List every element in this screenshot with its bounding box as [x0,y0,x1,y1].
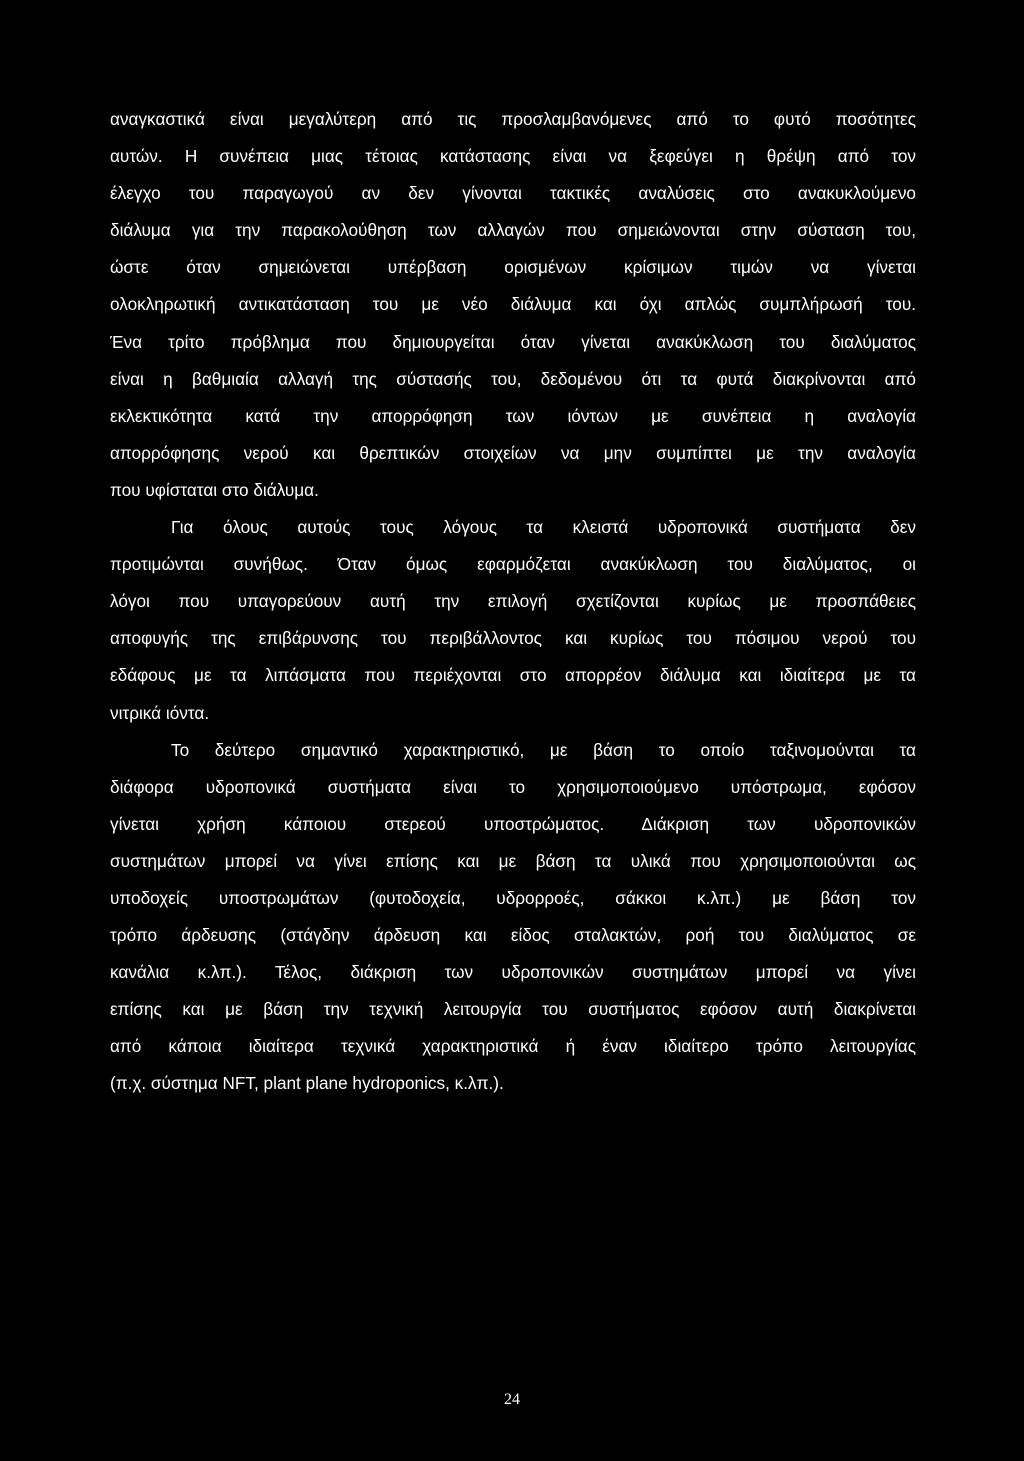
text-line: από κάποια ιδιαίτερα τεχνικά χαρακτηριστικά ή έναν ιδιαίτερο τρόπο λειτουργίας [110,1036,916,1057]
text-line: αποφυγής της επιβάρυνσης του περιβάλλοντος και κυρίως του πόσιμου νερού του [110,628,916,649]
text-line: νιτρικά ιόντα. [110,702,210,723]
body-text [110,101,916,1103]
text-line: έλεγχο του παραγωγού αν δεν γίνονται τακτικές αναλύσεις στο ανακυκλούμενο [110,183,916,204]
text-line: Το δεύτερο σημαντικό χαρακτηριστικό, με βάση το οποίο ταξινομούνται τα [171,739,916,760]
text-line: γίνεται χρήση κάποιου στερεού υποστρώματος. Διάκριση των υδροπονικών [110,813,916,834]
text-line: εκλεκτικότητα κατά την απορρόφηση των ιόντων με συνέπεια η αναλογία [110,405,916,426]
text-line: εδάφους με τα λιπάσματα που περιέχονται στο απορρέον διάλυμα και ιδιαίτερα με τα [110,665,916,686]
text-line: (π.χ. σύστημα NFT, plant plane hydroponics, κ.λπ.). [110,1073,504,1094]
text-line: απορρόφησης νερού και θρεπτικών στοιχείων να μην συμπίπτει με την αναλογία [110,442,916,463]
text-line: κανάλια κ.λπ.). Τέλος, διάκριση των υδροπονικών συστημάτων μπορεί να γίνει [110,962,916,983]
text-line: είναι η βαθμιαία αλλαγή της σύστασής του, δεδομένου ότι τα φυτά διακρίνονται από [110,368,916,389]
text-line: λόγοι που υπαγορεύουν αυτή την επιλογή σχετίζονται κυρίως με προσπάθειες [110,591,916,612]
text-line: Ένα τρίτο πρόβλημα που δημιουργείται όταν γίνεται ανακύκλωση του διαλύματος [110,331,916,352]
text-line: επίσης και με βάση την τεχνική λειτουργία του συστήματος εφόσον αυτή διακρίνεται [110,999,916,1020]
page-number: 24 [504,1391,520,1408]
text-line: αναγκαστικά είναι μεγαλύτερη από τις προσλαμβανόμενες από το φυτό ποσότητες [110,109,916,129]
text-line: που υφίσταται στο διάλυμα. [110,479,319,500]
text-line: διάφορα υδροπονικά συστήματα είναι το χρησιμοποιούμενο υπόστρωμα, εφόσον [110,776,916,797]
text-line: συστημάτων μπορεί να γίνει επίσης και με βάση τα υλικά που χρησιμοποιούνται ως [110,850,916,871]
text-line: διάλυμα για την παρακολούθηση των αλλαγών που σημειώνονται στην σύσταση του, [110,220,916,241]
text-line: προτιμώνται συνήθως. Όταν όμως εφαρμόζεται ανακύκλωση του διαλύματος, οι [110,554,916,575]
text-line: ώστε όταν σημειώνεται υπέρβαση ορισμένων κρίσιμων τιμών να γίνεται [110,257,916,278]
text-line: αυτών. Η συνέπεια μιας τέτοιας κατάστασης είναι να ξεφεύγει η θρέψη από τον [110,146,916,167]
text-line: τρόπο άρδευσης (στάγδην άρδευση και είδος σταλακτών, ροή του διαλύματος σε [110,925,916,946]
text-line: ολοκληρωτική αντικατάσταση του με νέο διάλυμα και όχι απλώς συμπλήρωσή του. [110,294,916,315]
text-line: υποδοχείς υποστρωμάτων (φυτοδοχεία, υδρορροές, σάκκοι κ.λπ.) με βάση τον [110,887,916,908]
text-line: Για όλους αυτούς τους λόγους τα κλειστά υδροπονικά συστήματα δεν [171,517,916,538]
